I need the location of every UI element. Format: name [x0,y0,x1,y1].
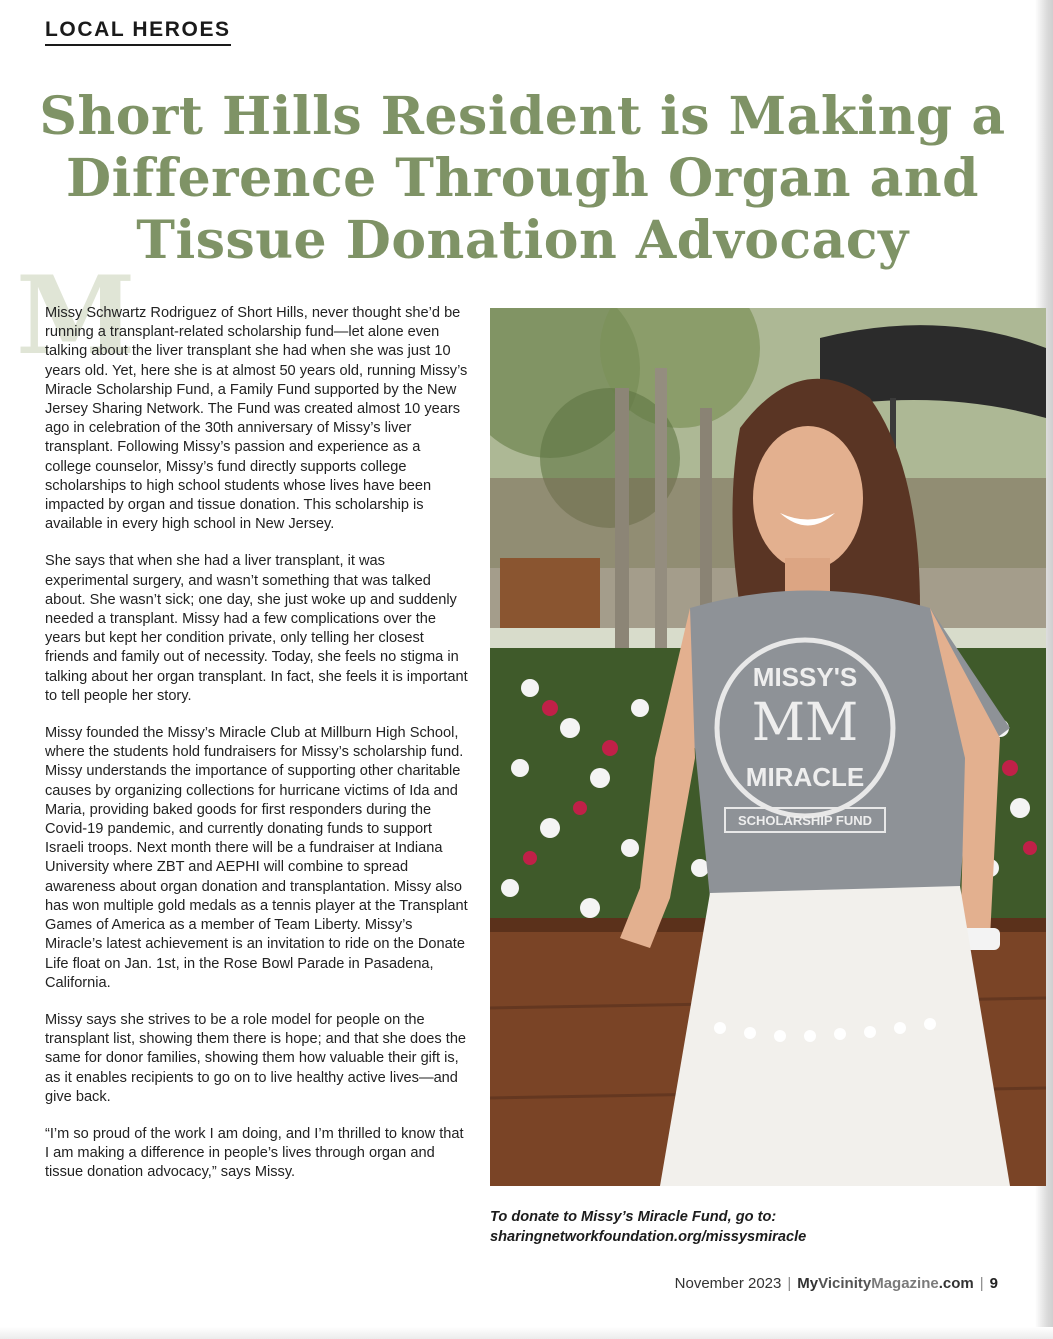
footer-date: November 2023 [674,1275,782,1292]
drop-cap: M [16,253,136,379]
article-photo [490,308,1046,1186]
footer-brand-magazine: Magazine [871,1275,939,1292]
caption-donation-url[interactable]: sharingnetworkfoundation.org/missysmiracle [490,1229,807,1245]
paragraph-4: Missy says she strives to be a role model for people on the transplant list, showing them there is hope; and that she does the same for donor families, showing them how valuable their gift is, as it enables recipients to go on to live healthy active lives—and give back. [45,1011,467,1105]
shirt-banner-text: SCHOLARSHIP FUND [737,813,873,828]
section-label: LOCAL HEROES [45,18,231,46]
photo-illustration [490,308,1046,1186]
footer-separator-1: | [787,1275,792,1292]
caption-line-1: To donate to Missy’s Miracle Fund, go to: [490,1209,777,1225]
paragraph-2: She says that when she had a liver transplant, it was experimental surgery, and wasn’t something that was talked about. She wasn’t sick; one day, she just woke up and suddenly needed a transplant. Missy had a few complications over the years but kept her condition private, only telling her closest friends and family out of necessity. Today, she feels no stigma in talking about her organ transplant. In fact, she feels it is important to tell people her story. [45,553,468,704]
page-number: 9 [989,1275,998,1292]
photo-caption [490,1207,1030,1247]
shirt-text-bottom: MIRACLE [745,762,865,792]
shirt-text-top: MISSY'S [752,662,858,692]
paragraph-1: Missy Schwartz Rodriguez of Short Hills, never thought she’d be running a transplant-related scholarship fund—let alone even talking about the liver transplant she had when she was just 10 years old. Yet, here she is at almost 50 years old, running Missy’s Miracle Scholarship Fund, a Family Fund supported by the New Jersey Sharing Network. The Fund was created almost 10 years ago in celebration of the 30th anniversary of Missy’s liver transplant. Following Missy’s passion and experience as a college counselor, Missy’s fund directly supports college scholarships to high school students whose lives have been impacted by organ and tissue donation. This scholarship is available in every high school in New Jersey. [45,305,468,533]
page-footer [675,1275,998,1292]
article-headline: Short Hills Resident is Making a Difference Through Organ and Tissue Donation Advocacy [39,86,1006,271]
paragraph-5: “I’m so proud of the work I am doing, and I’m thrilled to know that I am making a difference in people’s lives through organ and tissue donation advocacy,” says Missy. [45,1125,464,1181]
footer-brand-com: .com [938,1275,974,1292]
article-body [45,304,470,1201]
footer-separator-2: | [979,1275,984,1292]
footer-brand-my: My [797,1275,819,1292]
footer-brand-vicinity: Vicinity [818,1275,872,1292]
shirt-monogram: MM [751,693,859,753]
page-bottom-edge [0,1327,1053,1339]
paragraph-3: Missy founded the Missy’s Miracle Club at Millburn High School, where the students hold fundraisers for Missy’s scholarship fund. Missy understands the importance of supporting other charitable causes by organizing collections for hurricane victims of Ida and Maria, providing baked goods for first responders during the Covid-19 pandemic, and currently donating funds to support Israeli troops. Next month there will be a fundraiser at Indiana University where ZBT and AEPHI will combine to spread awareness about organ donation and transplantation. Missy also has won multiple gold medals as a tennis player at the Transplant Games of America as a member of Team Liberty. Missy’s Miracle’s latest achievement is an invitation to ride on the Donate Life float on Jan. 1st, in the Rose Bowl Parade in Pasadena, California. [45,725,468,991]
